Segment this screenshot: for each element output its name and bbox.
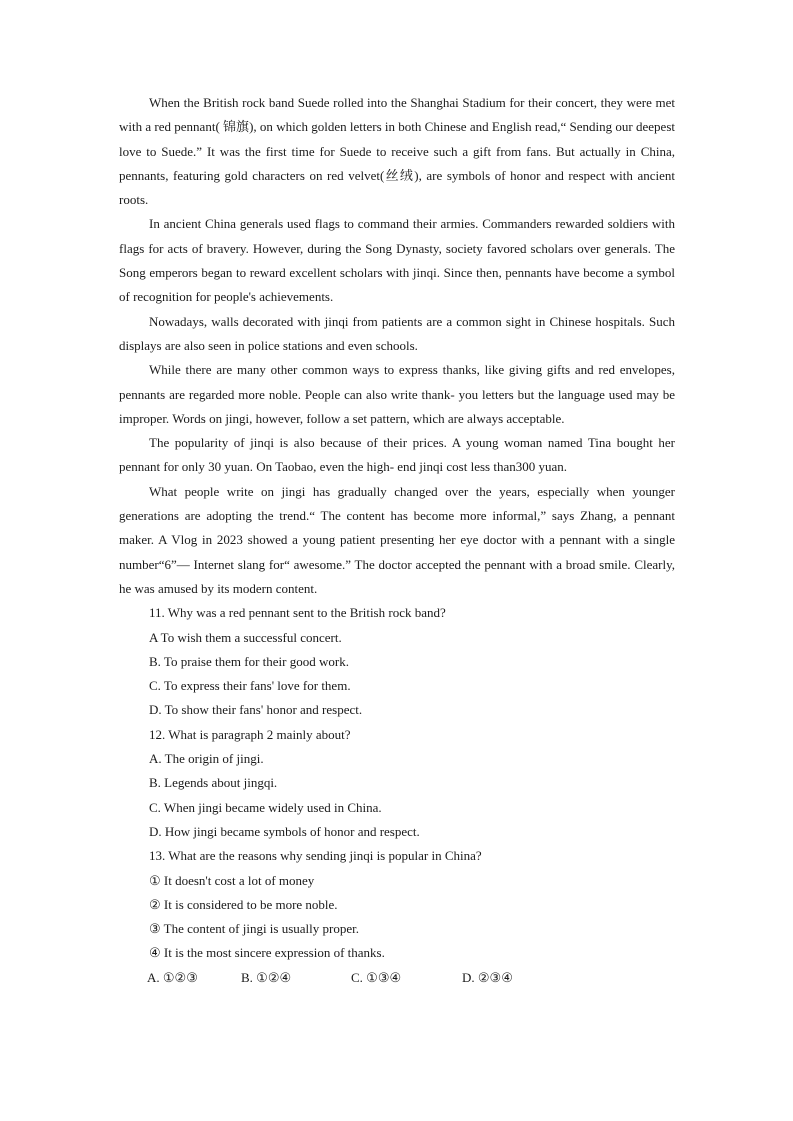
passage-paragraph-3: Nowadays, walls decorated with jinqi from patients are a common sight in Chinese hospitals. Such displays are also seen in police stations and even schools. xyxy=(119,313,675,353)
document-page xyxy=(119,91,675,990)
choice-a: A. ①②③ xyxy=(147,969,198,985)
statement-1: ① It doesn't cost a lot of money xyxy=(149,872,315,888)
option-c: C. To express their fans' love for them. xyxy=(149,678,351,694)
question-13 xyxy=(119,844,675,990)
answer-choices-row xyxy=(119,966,675,990)
option-b: B. To praise them for their good work. xyxy=(149,653,349,669)
passage-paragraph-5: The popularity of jinqi is also because of their prices. A young woman named Tina bought her pennant for only 30 yuan. On Taobao, even the high- end jinqi cost less than300 yuan. xyxy=(119,435,675,475)
choice-b: B. ①②④ xyxy=(241,969,292,985)
question-12 xyxy=(119,723,675,844)
passage-paragraph-4: While there are many other common ways to express thanks, like giving gifts and red envelopes, pennants are regarded more noble. People can also write thank- you letters but the language used may be improper. Words on jingi, however, follow a set pattern, which are always acceptable. xyxy=(119,362,675,426)
option-d: D. To show their fans' honor and respect. xyxy=(149,702,363,718)
question-stem: 11. Why was a red pennant sent to the British rock band? xyxy=(149,605,446,621)
passage-paragraph-1: When the British rock band Suede rolled into the Shanghai Stadium for their concert, they were met with a red pennant( 锦旗), on which golden letters in both Chinese and English read,“ Sending our deepest love to Suede.” It was the first time for Suede to receive such a gift from fans. But actually in China, pennants, featuring gold characters on red velvet(丝绒), are symbols of honor and respect with ancient roots. xyxy=(119,95,675,208)
passage-paragraph-6: What people write on jingi has gradually changed over the years, especially when younger generations are adopting the trend.“ The content has become more informal,” says Zhang, a pennant maker. A Vlog in 2023 showed a young patient presenting her eye doctor with a pennant with a single number“6”— Internet slang for“ awesome.” The doctor accepted the pennant with a broad smile. Clearly, he was amused by its modern content. xyxy=(119,483,675,596)
statement-3: ③ The content of jingi is usually proper. xyxy=(149,921,359,937)
option-d: D. How jingi became symbols of honor and respect. xyxy=(149,823,420,839)
option-b: B. Legends about jingqi. xyxy=(149,775,278,791)
choice-d: D. ②③④ xyxy=(462,969,513,985)
question-11 xyxy=(119,601,675,722)
statement-2: ② It is considered to be more noble. xyxy=(149,896,338,912)
passage-paragraph-2: In ancient China generals used flags to command their armies. Commanders rewarded soldiers with flags for acts of bravery. However, during the Song Dynasty, society favored scholars over generals. The Song emperors began to reward excellent scholars with jinqi. Since then, pennants have become a symbol of recognition for people's achievements. xyxy=(119,216,675,305)
question-stem: 12. What is paragraph 2 mainly about? xyxy=(149,726,351,742)
question-stem: 13. What are the reasons why sending jinqi is popular in China? xyxy=(149,848,482,864)
statement-4: ④ It is the most sincere expression of thanks. xyxy=(149,945,385,961)
option-a: A To wish them a successful concert. xyxy=(149,629,342,645)
option-a: A. The origin of jingi. xyxy=(149,751,264,767)
reading-passage xyxy=(119,91,675,601)
choice-c: C. ①③④ xyxy=(351,969,402,985)
option-c: C. When jingi became widely used in China. xyxy=(149,799,382,815)
